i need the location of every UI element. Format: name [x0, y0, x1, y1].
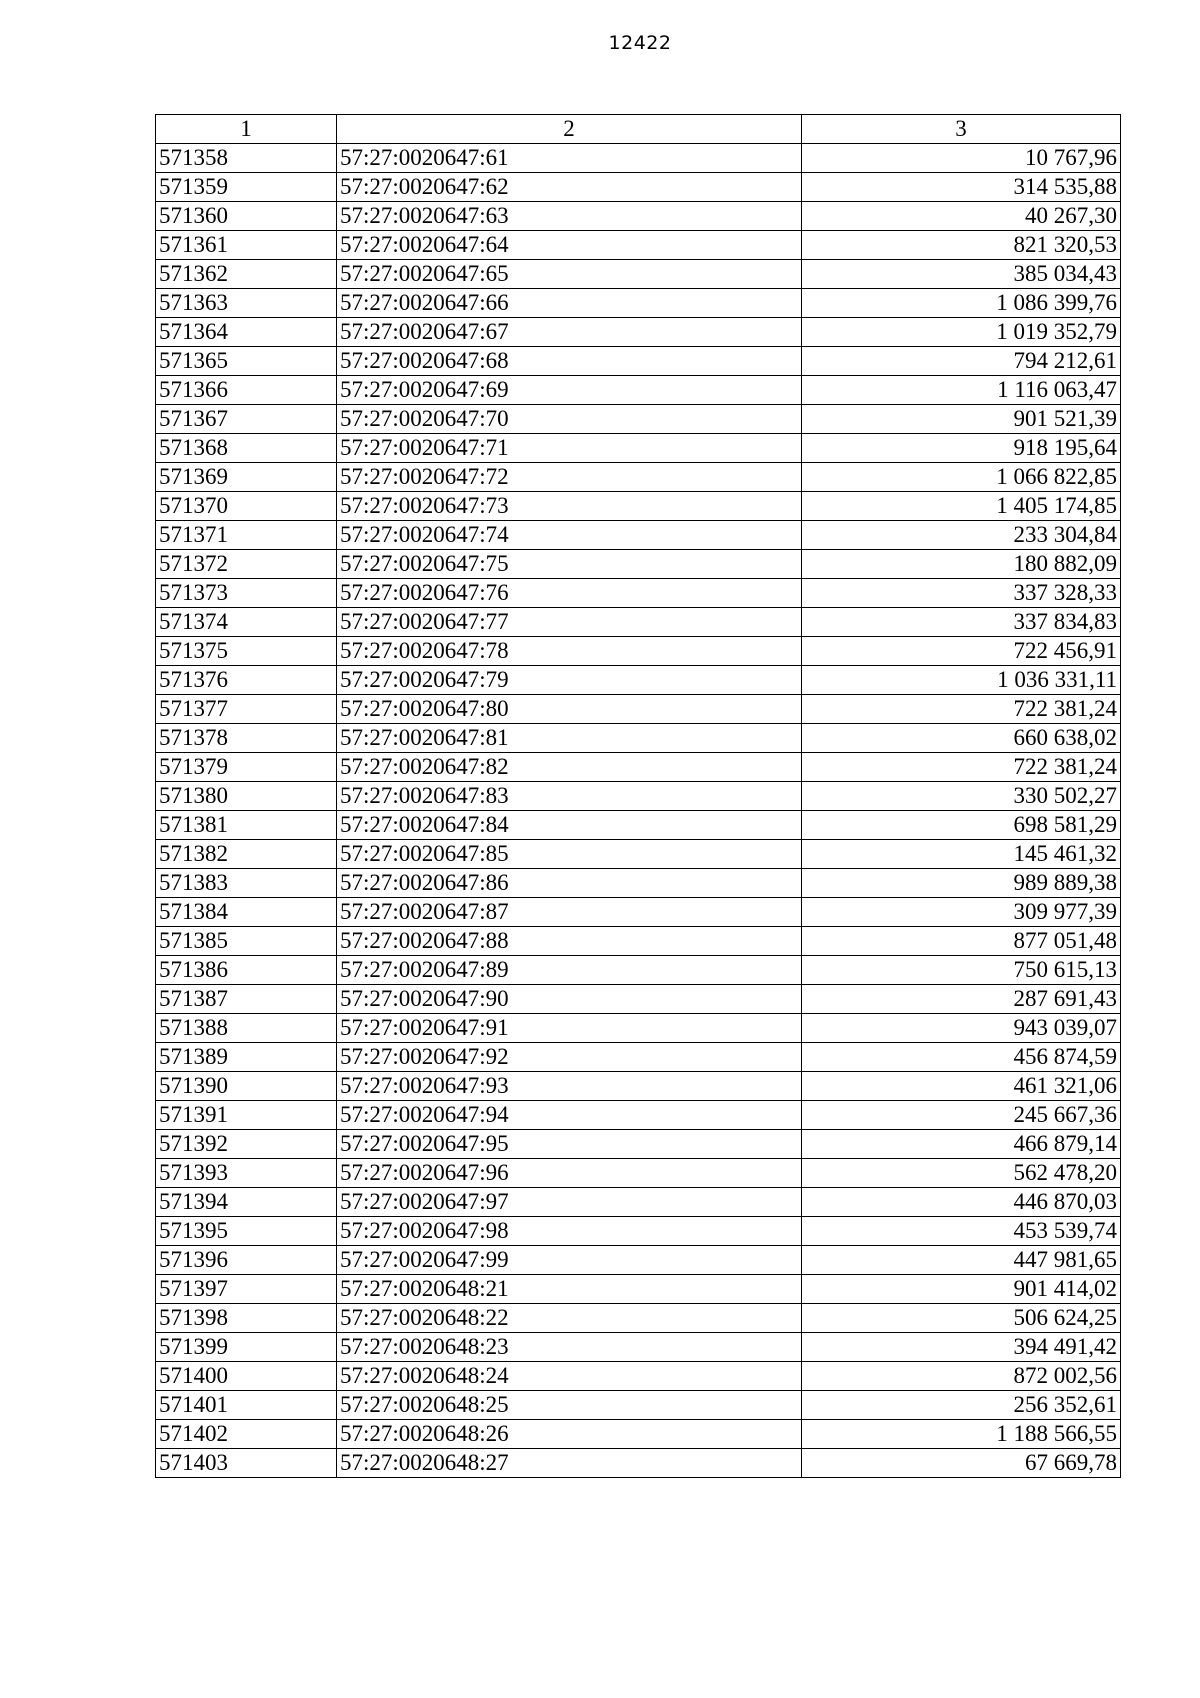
table-row — [156, 347, 1121, 376]
cadastral-number-cell: 57:27:0020647:68 — [337, 347, 802, 376]
table-header-row — [156, 115, 1121, 144]
cadastral-number-cell: 57:27:0020647:96 — [337, 1159, 802, 1188]
row-number-cell: 571397 — [156, 1275, 337, 1304]
table-row — [156, 1275, 1121, 1304]
cadastral-number-cell: 57:27:0020647:86 — [337, 869, 802, 898]
cadastral-number-cell: 57:27:0020647:93 — [337, 1072, 802, 1101]
row-number-cell: 571403 — [156, 1449, 337, 1478]
cadastral-number-cell: 57:27:0020647:91 — [337, 1014, 802, 1043]
row-number-cell: 571360 — [156, 202, 337, 231]
value-cell: 562 478,20 — [802, 1159, 1121, 1188]
row-number-cell: 571362 — [156, 260, 337, 289]
cadastral-number-cell: 57:27:0020648:23 — [337, 1333, 802, 1362]
cadastral-number-cell: 57:27:0020647:70 — [337, 405, 802, 434]
row-number-cell: 571382 — [156, 840, 337, 869]
cadastral-number-cell: 57:27:0020648:22 — [337, 1304, 802, 1333]
value-cell: 309 977,39 — [802, 898, 1121, 927]
value-cell: 794 212,61 — [802, 347, 1121, 376]
value-cell: 394 491,42 — [802, 1333, 1121, 1362]
value-cell: 1 116 063,47 — [802, 376, 1121, 405]
value-cell: 750 615,13 — [802, 956, 1121, 985]
table-row — [156, 202, 1121, 231]
row-number-cell: 571378 — [156, 724, 337, 753]
row-number-cell: 571402 — [156, 1420, 337, 1449]
table-row — [156, 1217, 1121, 1246]
cadastral-number-cell: 57:27:0020647:67 — [337, 318, 802, 347]
table-row — [156, 956, 1121, 985]
row-number-cell: 571358 — [156, 144, 337, 173]
value-cell: 456 874,59 — [802, 1043, 1121, 1072]
row-number-cell: 571367 — [156, 405, 337, 434]
value-cell: 1 019 352,79 — [802, 318, 1121, 347]
table-row — [156, 724, 1121, 753]
table-row — [156, 637, 1121, 666]
value-cell: 872 002,56 — [802, 1362, 1121, 1391]
row-number-cell: 571363 — [156, 289, 337, 318]
value-cell: 245 667,36 — [802, 1101, 1121, 1130]
table-row — [156, 231, 1121, 260]
table-row — [156, 1014, 1121, 1043]
value-cell: 67 669,78 — [802, 1449, 1121, 1478]
table-row — [156, 753, 1121, 782]
table-row — [156, 1391, 1121, 1420]
cadastral-number-cell: 57:27:0020647:74 — [337, 521, 802, 550]
cadastral-number-cell: 57:27:0020647:92 — [337, 1043, 802, 1072]
cadastral-number-cell: 57:27:0020647:94 — [337, 1101, 802, 1130]
value-cell: 722 381,24 — [802, 753, 1121, 782]
table-row — [156, 695, 1121, 724]
data-table — [155, 114, 1121, 1478]
row-number-cell: 571373 — [156, 579, 337, 608]
table-row — [156, 463, 1121, 492]
value-cell: 330 502,27 — [802, 782, 1121, 811]
row-number-cell: 571381 — [156, 811, 337, 840]
value-cell: 1 188 566,55 — [802, 1420, 1121, 1449]
value-cell: 989 889,38 — [802, 869, 1121, 898]
value-cell: 145 461,32 — [802, 840, 1121, 869]
cadastral-number-cell: 57:27:0020647:95 — [337, 1130, 802, 1159]
value-cell: 1 086 399,76 — [802, 289, 1121, 318]
row-number-cell: 571395 — [156, 1217, 337, 1246]
value-cell: 256 352,61 — [802, 1391, 1121, 1420]
table-row — [156, 840, 1121, 869]
table-row — [156, 550, 1121, 579]
cadastral-number-cell: 57:27:0020647:85 — [337, 840, 802, 869]
row-number-cell: 571383 — [156, 869, 337, 898]
table-body — [156, 144, 1121, 1478]
value-cell: 722 456,91 — [802, 637, 1121, 666]
table-row — [156, 1449, 1121, 1478]
value-cell: 287 691,43 — [802, 985, 1121, 1014]
value-cell: 461 321,06 — [802, 1072, 1121, 1101]
cadastral-number-cell: 57:27:0020647:77 — [337, 608, 802, 637]
row-number-cell: 571371 — [156, 521, 337, 550]
row-number-cell: 571384 — [156, 898, 337, 927]
row-number-cell: 571388 — [156, 1014, 337, 1043]
row-number-cell: 571398 — [156, 1304, 337, 1333]
table-row — [156, 376, 1121, 405]
table-row — [156, 1159, 1121, 1188]
cadastral-number-cell: 57:27:0020647:73 — [337, 492, 802, 521]
value-cell: 722 381,24 — [802, 695, 1121, 724]
cadastral-number-cell: 57:27:0020647:99 — [337, 1246, 802, 1275]
cadastral-number-cell: 57:27:0020647:61 — [337, 144, 802, 173]
cadastral-number-cell: 57:27:0020647:89 — [337, 956, 802, 985]
table-row — [156, 318, 1121, 347]
column-header: 2 — [337, 115, 802, 144]
column-header: 3 — [802, 115, 1121, 144]
row-number-cell: 571385 — [156, 927, 337, 956]
row-number-cell: 571386 — [156, 956, 337, 985]
table-row — [156, 173, 1121, 202]
row-number-cell: 571361 — [156, 231, 337, 260]
row-number-cell: 571390 — [156, 1072, 337, 1101]
cadastral-number-cell: 57:27:0020647:88 — [337, 927, 802, 956]
value-cell: 314 535,88 — [802, 173, 1121, 202]
value-cell: 1 036 331,11 — [802, 666, 1121, 695]
row-number-cell: 571400 — [156, 1362, 337, 1391]
value-cell: 385 034,43 — [802, 260, 1121, 289]
cadastral-number-cell: 57:27:0020647:87 — [337, 898, 802, 927]
row-number-cell: 571376 — [156, 666, 337, 695]
table-row — [156, 289, 1121, 318]
table-row — [156, 927, 1121, 956]
row-number-cell: 571380 — [156, 782, 337, 811]
table-row — [156, 608, 1121, 637]
cadastral-number-cell: 57:27:0020647:75 — [337, 550, 802, 579]
value-cell: 943 039,07 — [802, 1014, 1121, 1043]
table-row — [156, 579, 1121, 608]
cadastral-number-cell: 57:27:0020648:25 — [337, 1391, 802, 1420]
row-number-cell: 571394 — [156, 1188, 337, 1217]
value-cell: 453 539,74 — [802, 1217, 1121, 1246]
table-row — [156, 869, 1121, 898]
value-cell: 10 767,96 — [802, 144, 1121, 173]
cadastral-number-cell: 57:27:0020647:78 — [337, 637, 802, 666]
value-cell: 901 414,02 — [802, 1275, 1121, 1304]
row-number-cell: 571392 — [156, 1130, 337, 1159]
table-row — [156, 811, 1121, 840]
row-number-cell: 571372 — [156, 550, 337, 579]
table-row — [156, 405, 1121, 434]
row-number-cell: 571359 — [156, 173, 337, 202]
cadastral-number-cell: 57:27:0020648:26 — [337, 1420, 802, 1449]
value-cell: 337 328,33 — [802, 579, 1121, 608]
table-row — [156, 666, 1121, 695]
page-number: 12422 — [608, 32, 672, 54]
cadastral-number-cell: 57:27:0020647:97 — [337, 1188, 802, 1217]
cadastral-number-cell: 57:27:0020648:21 — [337, 1275, 802, 1304]
cadastral-number-cell: 57:27:0020647:98 — [337, 1217, 802, 1246]
cadastral-number-cell: 57:27:0020647:65 — [337, 260, 802, 289]
cadastral-number-cell: 57:27:0020647:63 — [337, 202, 802, 231]
row-number-cell: 571369 — [156, 463, 337, 492]
value-cell: 466 879,14 — [802, 1130, 1121, 1159]
table-row — [156, 1188, 1121, 1217]
value-cell: 233 304,84 — [802, 521, 1121, 550]
value-cell: 40 267,30 — [802, 202, 1121, 231]
table-row — [156, 782, 1121, 811]
table-row — [156, 985, 1121, 1014]
table-row — [156, 1304, 1121, 1333]
cadastral-number-cell: 57:27:0020647:69 — [337, 376, 802, 405]
table-row — [156, 521, 1121, 550]
column-header: 1 — [156, 115, 337, 144]
row-number-cell: 571401 — [156, 1391, 337, 1420]
cadastral-number-cell: 57:27:0020648:27 — [337, 1449, 802, 1478]
table-row — [156, 1333, 1121, 1362]
row-number-cell: 571391 — [156, 1101, 337, 1130]
row-number-cell: 571374 — [156, 608, 337, 637]
row-number-cell: 571368 — [156, 434, 337, 463]
table-row — [156, 1043, 1121, 1072]
value-cell: 901 521,39 — [802, 405, 1121, 434]
cadastral-number-cell: 57:27:0020647:66 — [337, 289, 802, 318]
row-number-cell: 571387 — [156, 985, 337, 1014]
value-cell: 1 066 822,85 — [802, 463, 1121, 492]
cadastral-number-cell: 57:27:0020647:71 — [337, 434, 802, 463]
table-row — [156, 1246, 1121, 1275]
value-cell: 821 320,53 — [802, 231, 1121, 260]
row-number-cell: 571370 — [156, 492, 337, 521]
row-number-cell: 571393 — [156, 1159, 337, 1188]
cadastral-number-cell: 57:27:0020648:24 — [337, 1362, 802, 1391]
table-row — [156, 144, 1121, 173]
value-cell: 877 051,48 — [802, 927, 1121, 956]
cadastral-number-cell: 57:27:0020647:79 — [337, 666, 802, 695]
cadastral-number-cell: 57:27:0020647:90 — [337, 985, 802, 1014]
row-number-cell: 571396 — [156, 1246, 337, 1275]
value-cell: 180 882,09 — [802, 550, 1121, 579]
table-row — [156, 1101, 1121, 1130]
cadastral-number-cell: 57:27:0020647:84 — [337, 811, 802, 840]
value-cell: 918 195,64 — [802, 434, 1121, 463]
cadastral-number-cell: 57:27:0020647:82 — [337, 753, 802, 782]
table-row — [156, 1072, 1121, 1101]
value-cell: 1 405 174,85 — [802, 492, 1121, 521]
cadastral-number-cell: 57:27:0020647:80 — [337, 695, 802, 724]
value-cell: 506 624,25 — [802, 1304, 1121, 1333]
cadastral-number-cell: 57:27:0020647:83 — [337, 782, 802, 811]
table-row — [156, 1130, 1121, 1159]
value-cell: 447 981,65 — [802, 1246, 1121, 1275]
row-number-cell: 571379 — [156, 753, 337, 782]
cadastral-number-cell: 57:27:0020647:76 — [337, 579, 802, 608]
table-row — [156, 260, 1121, 289]
cadastral-number-cell: 57:27:0020647:64 — [337, 231, 802, 260]
row-number-cell: 571375 — [156, 637, 337, 666]
value-cell: 446 870,03 — [802, 1188, 1121, 1217]
value-cell: 660 638,02 — [802, 724, 1121, 753]
cadastral-number-cell: 57:27:0020647:62 — [337, 173, 802, 202]
cadastral-number-cell: 57:27:0020647:72 — [337, 463, 802, 492]
row-number-cell: 571399 — [156, 1333, 337, 1362]
row-number-cell: 571364 — [156, 318, 337, 347]
row-number-cell: 571366 — [156, 376, 337, 405]
table-row — [156, 492, 1121, 521]
table-row — [156, 1362, 1121, 1391]
table-row — [156, 1420, 1121, 1449]
row-number-cell: 571377 — [156, 695, 337, 724]
cadastral-number-cell: 57:27:0020647:81 — [337, 724, 802, 753]
value-cell: 698 581,29 — [802, 811, 1121, 840]
row-number-cell: 571389 — [156, 1043, 337, 1072]
table-row — [156, 898, 1121, 927]
table-row — [156, 434, 1121, 463]
value-cell: 337 834,83 — [802, 608, 1121, 637]
row-number-cell: 571365 — [156, 347, 337, 376]
